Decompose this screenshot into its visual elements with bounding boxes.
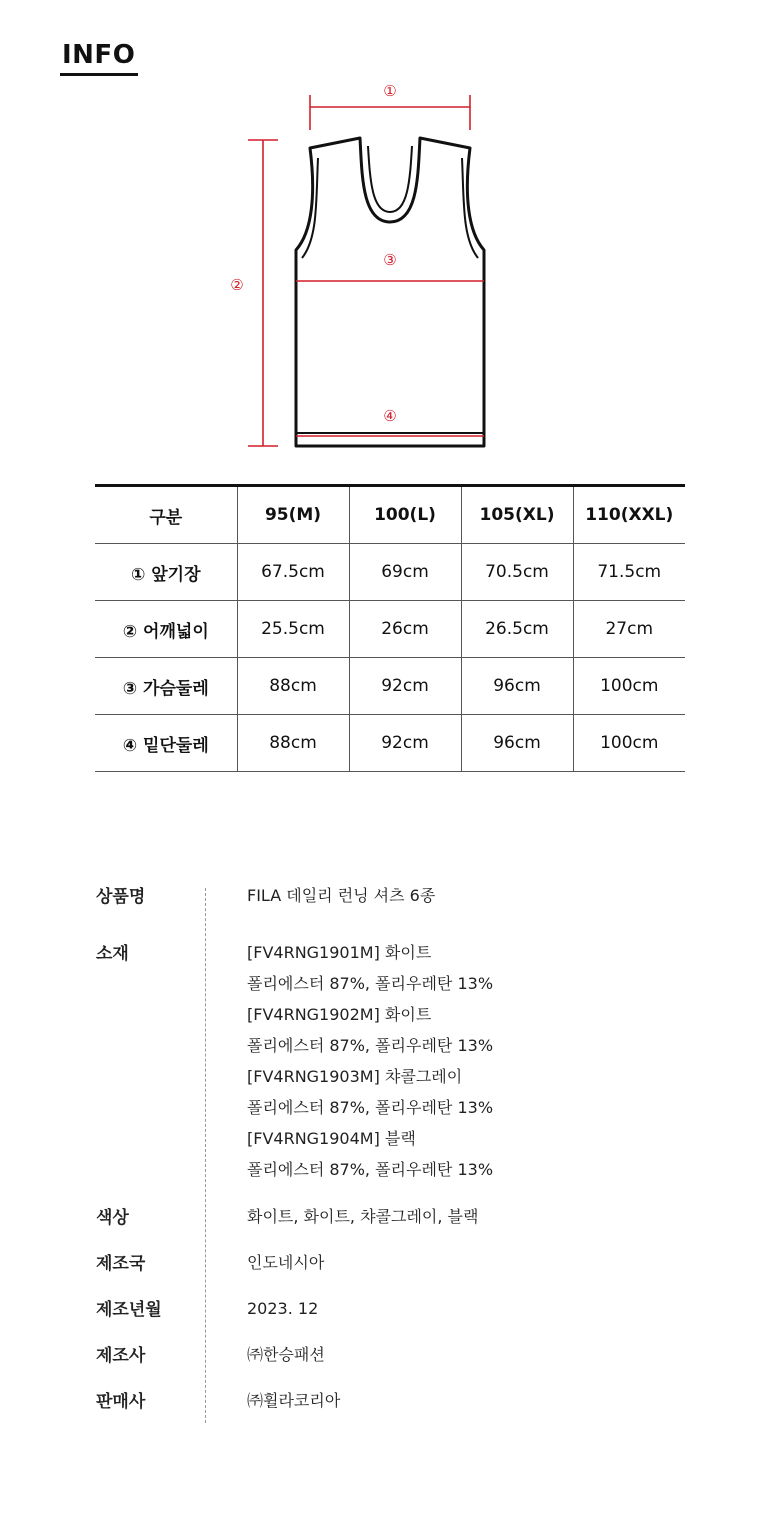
table-cell: 96cm (461, 715, 573, 772)
table-cell: 100cm (573, 715, 685, 772)
spec-line: FILA 데일리 런닝 셔츠 6종 (247, 886, 436, 905)
spec-divider (205, 888, 206, 1423)
tank-top-outline (296, 138, 484, 446)
table-cell: 88cm (237, 715, 349, 772)
spec-label: 제조년월 (96, 1300, 162, 1320)
table-cell: 100cm (573, 658, 685, 715)
spec-line: [FV4RNG1902M] 화이트 (247, 1005, 432, 1024)
table-cell: 88cm (237, 658, 349, 715)
spec-line: ㈜휠라코리아 (247, 1391, 341, 1410)
spec-label: 소재 (96, 944, 129, 964)
spec-label: 색상 (96, 1208, 129, 1228)
table-cell: 26cm (349, 601, 461, 658)
table-cell: 92cm (349, 715, 461, 772)
table-cell: 27cm (573, 601, 685, 658)
header-size-xl: 105(XL) (461, 486, 573, 544)
measure-lines (248, 95, 484, 446)
table-row (95, 601, 685, 658)
header-category: 구분 (95, 486, 237, 544)
header-size-l: 100(L) (349, 486, 461, 544)
row-label: ① 앞기장 (95, 544, 237, 601)
row-label: ③ 가슴둘레 (95, 658, 237, 715)
size-diagram (0, 0, 780, 470)
marker-2: ② (230, 276, 244, 294)
row-label: ② 어깨넓이 (95, 601, 237, 658)
header-size-xxl: 110(XXL) (573, 486, 685, 544)
table-row (95, 658, 685, 715)
table-cell: 71.5cm (573, 544, 685, 601)
spec-value (247, 1247, 324, 1278)
spec-line: 인도네시아 (247, 1253, 325, 1272)
table-cell: 92cm (349, 658, 461, 715)
spec-line: ㈜한승패션 (247, 1345, 325, 1364)
spec-label: 판매사 (96, 1392, 146, 1412)
table-header-row (95, 486, 685, 544)
spec-line: 폴리에스터 87%, 폴리우레탄 13% (247, 1098, 494, 1117)
marker-1: ① (383, 82, 397, 100)
spec-value (247, 1293, 318, 1324)
table-cell: 69cm (349, 544, 461, 601)
spec-line: [FV4RNG1901M] 화이트 (247, 943, 432, 962)
spec-line: 폴리에스터 87%, 폴리우레탄 13% (247, 1036, 494, 1055)
spec-line: 2023. 12 (247, 1299, 319, 1318)
table-cell: 25.5cm (237, 601, 349, 658)
spec-line: 화이트, 화이트, 챠콜그레이, 블랙 (247, 1207, 479, 1226)
table-cell: 26.5cm (461, 601, 573, 658)
info-heading: INFO (62, 40, 136, 70)
table-cell: 67.5cm (237, 544, 349, 601)
header-size-m: 95(M) (237, 486, 349, 544)
spec-value (247, 1385, 340, 1416)
spec-value (247, 880, 435, 911)
spec-value (247, 937, 493, 1185)
spec-line: 폴리에스터 87%, 폴리우레탄 13% (247, 974, 494, 993)
spec-label: 제조사 (96, 1346, 146, 1366)
spec-value (247, 1339, 325, 1370)
marker-3: ③ (383, 251, 397, 269)
spec-label: 제조국 (96, 1254, 146, 1274)
spec-line: [FV4RNG1904M] 블랙 (247, 1129, 416, 1148)
table-row (95, 715, 685, 772)
table-cell: 70.5cm (461, 544, 573, 601)
spec-line: [FV4RNG1903M] 챠콜그레이 (247, 1067, 463, 1086)
row-label: ④ 밑단둘레 (95, 715, 237, 772)
spec-value (247, 1201, 478, 1232)
table-row (95, 544, 685, 601)
marker-4: ④ (383, 407, 397, 425)
spec-label: 상품명 (96, 887, 146, 907)
size-table (95, 484, 685, 772)
spec-line: 폴리에스터 87%, 폴리우레탄 13% (247, 1160, 494, 1179)
table-cell: 96cm (461, 658, 573, 715)
